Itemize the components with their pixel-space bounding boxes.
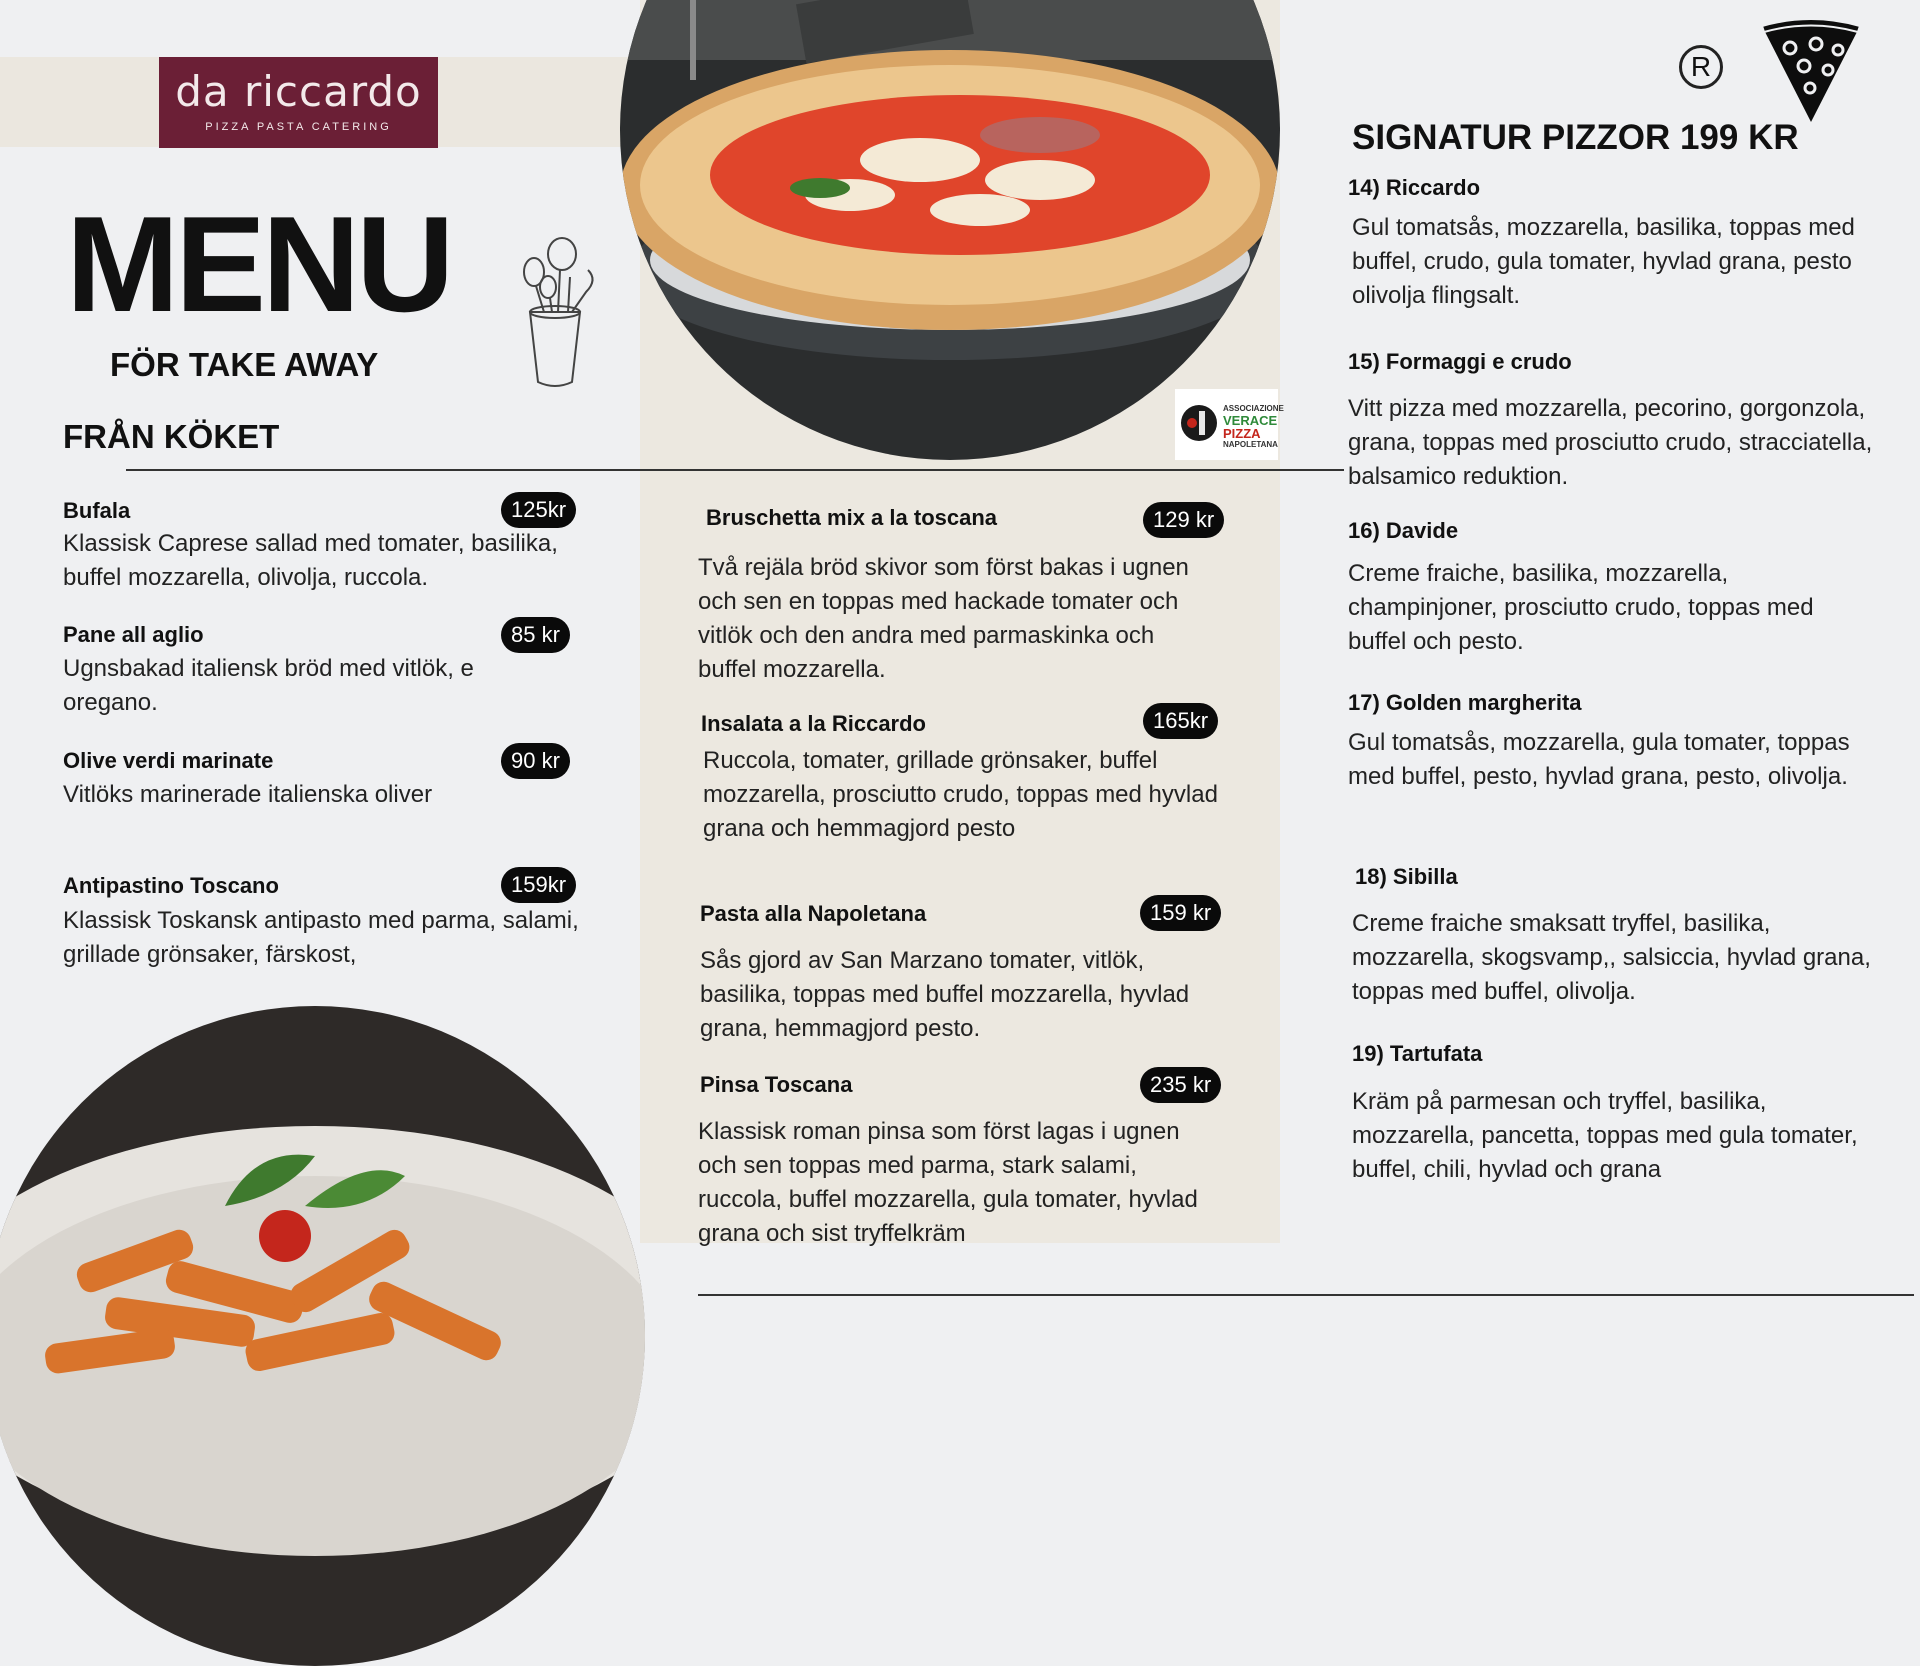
item-name: Bruschetta mix a la toscana <box>706 505 998 530</box>
item-name: Bufala <box>63 498 131 523</box>
pizza-slice-icon <box>1758 18 1864 124</box>
item-description: Klassisk Toskansk antipasto med parma, salami, grillade grönsaker, färskost, <box>63 907 579 968</box>
price-badge: 129 kr <box>1143 502 1224 538</box>
avpn-badge <box>1175 389 1284 460</box>
item-description: Klassisk Caprese sallad med tomater, basilika, buffel mozzarella, olivolja, ruccola. <box>63 530 558 591</box>
item-name: Insalata a la Riccardo <box>701 711 926 736</box>
pizza-description: Creme fraiche, basilika, mozzarella, champinjoner, prosciutto crudo, toppas med buffel och pesto. <box>1348 560 1814 655</box>
pizza-name: 19) Tartufata <box>1352 1041 1483 1066</box>
avpn-logo-icon <box>1179 403 1219 443</box>
item-name: Pasta alla Napoletana <box>700 901 927 926</box>
avpn-line2: VERACE <box>1223 413 1278 428</box>
avpn-line1: ASSOCIAZIONE <box>1223 404 1284 413</box>
price-badge: 165kr <box>1143 703 1218 739</box>
pizza-name: 15) Formaggi e crudo <box>1348 349 1572 374</box>
pizza-name: 16) Davide <box>1348 518 1459 543</box>
logo-tagline: PIZZA PASTA CATERING <box>205 121 392 133</box>
pizza-description: Gul tomatsås, mozzarella, gula tomater, toppas med buffel, pesto, hyvlad grana, pesto, olivolja. <box>1348 729 1850 790</box>
pizza-description: Vitt pizza med mozzarella, pecorino, gorgonzola, grana, toppas med prosciutto crudo, stracciatella, balsamico reduktion. <box>1348 395 1873 490</box>
item-description: Ruccola, tomater, grillade grönsaker, buffel mozzarella, prosciutto crudo, toppas med hyvlad grana och hemmagjord pesto <box>703 747 1218 842</box>
item-description: Vitlöks marinerade italienska oliver <box>63 781 433 808</box>
avpn-line4: NAPOLETANA <box>1223 440 1278 449</box>
kitchen-heading: FRÅN KÖKET <box>63 418 280 455</box>
price-badge: 125kr <box>501 492 576 528</box>
signature-heading: SIGNATUR PIZZOR 199 KR <box>1352 118 1799 157</box>
pizza-description: Kräm på parmesan och tryffel, basilika, mozzarella, pancetta, toppas med gula tomater, buffel, chili, hyvlad och grana <box>1352 1088 1858 1183</box>
divider-top <box>126 469 1344 471</box>
registered-icon: R <box>1679 45 1723 89</box>
avpn-text <box>1223 404 1284 450</box>
pizza-name: 14) Riccardo <box>1348 175 1481 200</box>
price-badge: 90 kr <box>501 743 570 779</box>
logo-name: da riccardo <box>175 67 422 116</box>
pizza-name: 18) Sibilla <box>1355 864 1458 889</box>
pizza-name: 17) Golden margherita <box>1348 690 1582 715</box>
menu-title: MENU <box>66 188 451 340</box>
takeaway-subtitle: FÖR TAKE AWAY <box>110 346 379 383</box>
price-badge: 85 kr <box>501 617 570 653</box>
item-name: Pane all aglio <box>63 622 204 647</box>
price-badge: 235 kr <box>1140 1067 1221 1103</box>
utensils-icon <box>510 232 610 392</box>
pizza-description: Creme fraiche smaksatt tryffel, basilika, mozzarella, skogsvamp,, salsiccia, hyvlad grana, toppas med buffel, olivolja. <box>1352 910 1871 1005</box>
price-badge: 159 kr <box>1140 895 1221 931</box>
item-name: Olive verdi marinate <box>63 748 274 773</box>
item-description: Klassisk roman pinsa som först lagas i ugnen och sen toppas med parma, stark salami, ruccola, buffel mozzarella, gula tomater, hyvlad grana och sist tryffelkräm <box>698 1118 1198 1247</box>
divider-bottom <box>698 1294 1914 1296</box>
logo <box>159 57 438 148</box>
item-description: Sås gjord av San Marzano tomater, vitlök, basilika, toppas med buffel mozzarella, hyvlad grana, hemmagjord pesto. <box>700 947 1190 1042</box>
pasta-photo <box>0 1006 645 1666</box>
item-description: Två rejäla bröd skivor som först bakas i ugnen och sen en toppas med hackade tomater och vitlök och den andra med parmaskinka och buffel mozzarella. <box>698 554 1189 683</box>
item-description: Ugnsbakad italiensk bröd med vitlök, e oregano. <box>63 655 474 716</box>
price-badge: 159kr <box>501 867 576 903</box>
avpn-line3: PIZZA <box>1223 426 1261 441</box>
pizza-description: Gul tomatsås, mozzarella, basilika, toppas med buffel, crudo, gula tomater, hyvlad grana, pesto olivolja flingsalt. <box>1352 214 1855 309</box>
item-name: Pinsa Toscana <box>700 1072 853 1097</box>
item-name: Antipastino Toscano <box>63 873 279 898</box>
